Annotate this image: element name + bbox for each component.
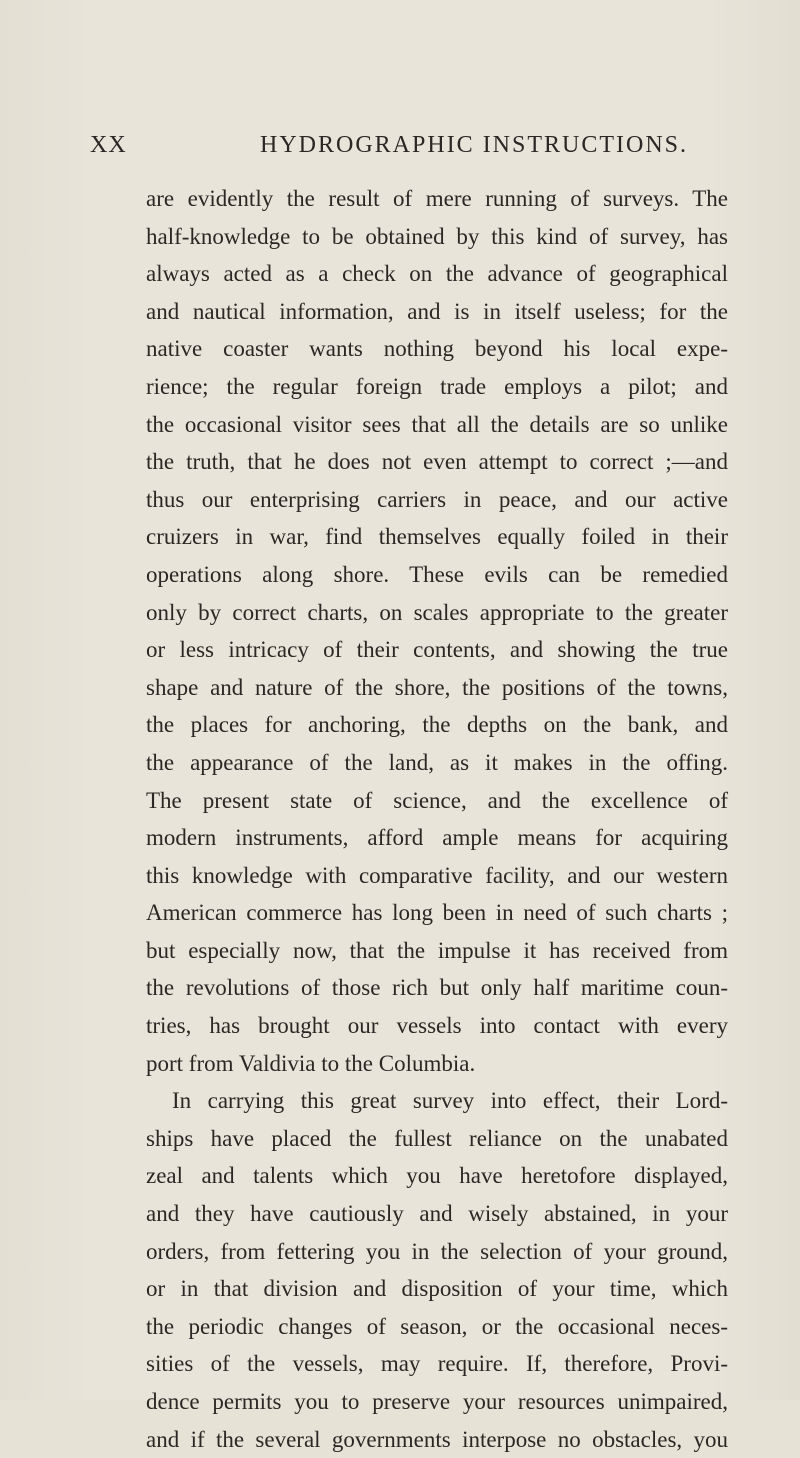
text-line: the revolutions of those rich but only half maritime coun- (146, 975, 728, 1001)
text-line: and they have cautiously and wisely abstained, in your (146, 1201, 728, 1227)
text-line: always acted as a check on the advance of geographical (146, 261, 728, 287)
text-line: are evidently the result of mere running of surveys. The (146, 186, 728, 211)
text-line: shape and nature of the shore, the positions of the towns, (146, 674, 728, 700)
text-line: only by correct charts, on scales appropriate to the greater (146, 599, 728, 625)
text-line: orders, from fettering you in the selection of your ground, (146, 1238, 728, 1264)
text-line: dence permits you to preserve your resources unimpaired, (146, 1389, 728, 1414)
text-line: cruizers in war, find themselves equally foiled in their (146, 524, 728, 550)
text-line: this knowledge with comparative facility, and our western (146, 862, 728, 888)
text-line: the places for anchoring, the depths on the bank, and (146, 712, 728, 738)
text-line: sities of the vessels, may require. If, therefore, Provi- (146, 1351, 728, 1377)
body-text (146, 180, 728, 1458)
text-line: or less intricacy of their contents, and showing the true (146, 637, 728, 663)
text-line: American commerce has long been in need of such charts ; (146, 900, 728, 926)
text-line: or in that division and disposition of your time, which (146, 1276, 728, 1302)
text-line: the appearance of the land, as it makes in the offing. (146, 749, 728, 775)
text-line: The present state of science, and the excellence of (146, 787, 728, 813)
text-line: the periodic changes of season, or the occasional neces- (146, 1313, 728, 1339)
text-line: native coaster wants nothing beyond his local expe- (146, 336, 728, 362)
text-line: modern instruments, afford ample means for acquiring (146, 825, 728, 851)
text-line: the truth, that he does not even attempt to correct ;—and (146, 449, 728, 475)
paragraph-start-line: In carrying this great survey into effect, their Lord- (172, 1088, 728, 1114)
text-line: ships have placed the fullest reliance on the unabated (146, 1125, 728, 1151)
page-number: XX (90, 132, 127, 158)
text-line: and if the several governments interpose no obstacles, you (146, 1426, 728, 1452)
text-line: zeal and talents which you have heretofore displayed, (146, 1163, 728, 1189)
text-line: but especially now, that the impulse it has received from (146, 937, 728, 963)
text-line: and nautical information, and is in itself useless; for the (146, 298, 728, 324)
text-line: thus our enterprising carriers in peace, and our active (146, 486, 728, 512)
text-line: the occasional visitor sees that all the details are so unlike (146, 411, 728, 437)
page-header (90, 132, 730, 172)
paragraph-end-line: port from Valdivia to the Columbia. (146, 1050, 476, 1076)
running-head: HYDROGRAPHIC INSTRUCTIONS. (260, 132, 689, 158)
text-line: half-knowledge to be obtained by this kind of survey, has (146, 223, 728, 249)
text-line: rience; the regular foreign trade employs a pilot; and (146, 373, 728, 399)
text-line: tries, has brought our vessels into contact with every (146, 1013, 728, 1039)
text-line: operations along shore. These evils can be remedied (146, 561, 728, 587)
